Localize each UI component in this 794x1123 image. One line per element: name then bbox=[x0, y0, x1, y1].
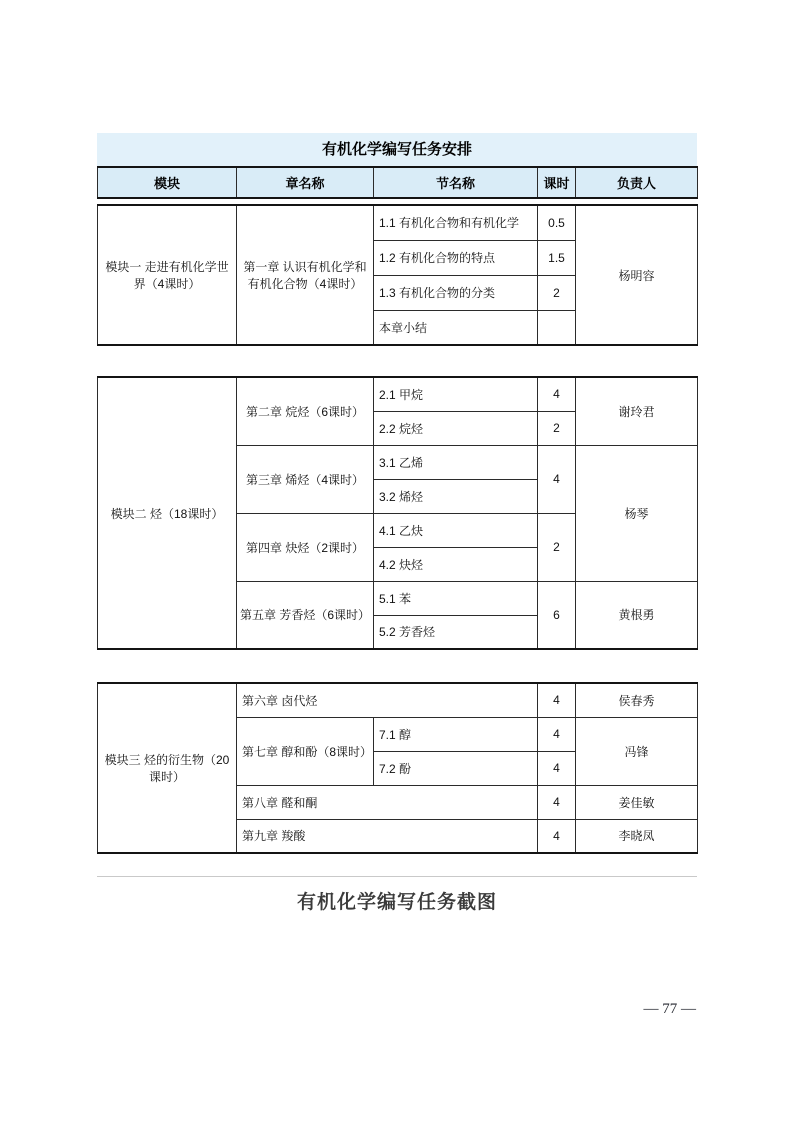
section-cell: 2.2 烷烃 bbox=[374, 411, 538, 445]
document-content bbox=[97, 133, 697, 914]
hours-cell: 0.5 bbox=[538, 205, 576, 240]
figure-caption: 有机化学编写任务截图 bbox=[296, 892, 497, 913]
chapter-cell: 第一章 认识有机化学和有机化合物（4课时） bbox=[237, 205, 374, 345]
hours-cell: 2 bbox=[538, 513, 576, 581]
module-cell: 模块一 走进有机化学世界（4课时） bbox=[98, 205, 237, 345]
hours-cell: 2 bbox=[538, 275, 576, 310]
module3-block bbox=[97, 682, 698, 854]
module-cell: 模块二 烃（18课时） bbox=[98, 377, 237, 649]
chapter-cell: 第二章 烷烃（6课时） bbox=[237, 377, 374, 445]
hours-cell: 4 bbox=[538, 445, 576, 513]
owner-cell: 冯锋 bbox=[576, 717, 698, 785]
chapter-cell: 第七章 醇和酚（8课时） bbox=[237, 717, 374, 785]
owner-cell: 杨琴 bbox=[576, 445, 698, 581]
header-module: 模块 bbox=[98, 167, 237, 198]
section-cell: 本章小结 bbox=[374, 310, 538, 345]
section-cell: 3.1 乙烯 bbox=[374, 445, 538, 479]
header-chapter: 章名称 bbox=[237, 167, 374, 198]
header-row bbox=[98, 167, 698, 198]
module-cell: 模块三 烃的衍生物（20课时） bbox=[98, 683, 237, 853]
section-cell: 5.2 芳香烃 bbox=[374, 615, 538, 649]
chapter-cell: 第五章 芳香烃（6课时） bbox=[237, 581, 374, 649]
table-row bbox=[98, 205, 698, 240]
owner-cell: 谢玲君 bbox=[576, 377, 698, 445]
module2-block bbox=[97, 376, 698, 650]
hours-cell: 4 bbox=[538, 785, 576, 819]
table-header bbox=[97, 166, 698, 199]
hours-cell bbox=[538, 310, 576, 345]
owner-cell: 黄根勇 bbox=[576, 581, 698, 649]
section-divider bbox=[97, 876, 697, 877]
hours-cell: 4 bbox=[538, 377, 576, 411]
section-cell: 1.1 有机化合物和有机化学 bbox=[374, 205, 538, 240]
chapter-cell: 第九章 羧酸 bbox=[237, 819, 538, 853]
section-cell: 5.1 苯 bbox=[374, 581, 538, 615]
header-owner: 负责人 bbox=[576, 167, 698, 198]
hours-cell: 4 bbox=[538, 683, 576, 717]
page-number: — 77 — bbox=[643, 1001, 696, 1017]
module1-block bbox=[97, 204, 698, 346]
hours-cell: 2 bbox=[538, 411, 576, 445]
owner-cell: 姜佳敏 bbox=[576, 785, 698, 819]
section-cell: 2.1 甲烷 bbox=[374, 377, 538, 411]
section-cell: 4.2 炔烃 bbox=[374, 547, 538, 581]
header-hours: 课时 bbox=[538, 167, 576, 198]
owner-cell: 侯春秀 bbox=[576, 683, 698, 717]
hours-cell: 4 bbox=[538, 717, 576, 751]
table-row bbox=[98, 683, 698, 717]
table-title: 有机化学编写任务安排 bbox=[97, 133, 697, 166]
chapter-cell: 第八章 醛和酮 bbox=[237, 785, 538, 819]
section-cell: 4.1 乙炔 bbox=[374, 513, 538, 547]
header-section: 节名称 bbox=[374, 167, 538, 198]
section-cell: 7.1 醇 bbox=[374, 717, 538, 751]
hours-cell: 1.5 bbox=[538, 240, 576, 275]
chapter-cell: 第三章 烯烃（4课时） bbox=[237, 445, 374, 513]
chapter-cell: 第四章 炔烃（2课时） bbox=[237, 513, 374, 581]
section-cell: 1.2 有机化合物的特点 bbox=[374, 240, 538, 275]
hours-cell: 4 bbox=[538, 819, 576, 853]
section-cell: 1.3 有机化合物的分类 bbox=[374, 275, 538, 310]
owner-cell: 杨明容 bbox=[576, 205, 698, 345]
hours-cell: 4 bbox=[538, 751, 576, 785]
owner-cell: 李晓凤 bbox=[576, 819, 698, 853]
section-cell: 7.2 酚 bbox=[374, 751, 538, 785]
chapter-cell: 第六章 卤代烃 bbox=[237, 683, 538, 717]
hours-cell: 6 bbox=[538, 581, 576, 649]
table-row bbox=[98, 377, 698, 411]
section-cell: 3.2 烯烃 bbox=[374, 479, 538, 513]
